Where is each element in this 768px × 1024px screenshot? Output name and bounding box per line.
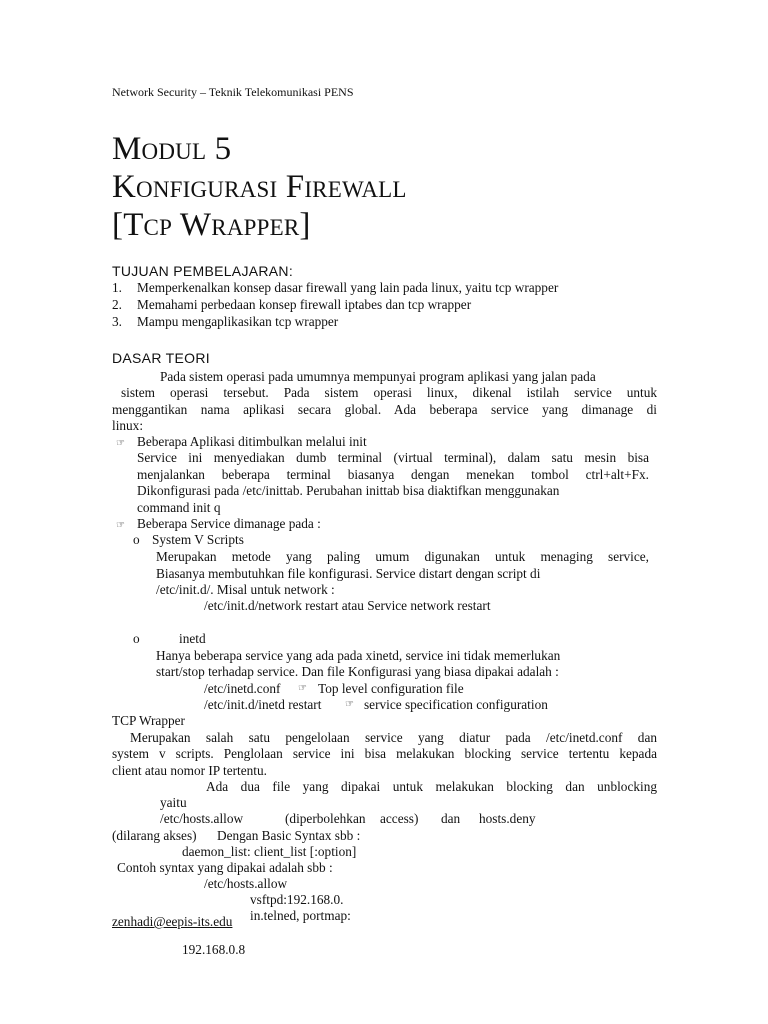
paragraph-line: sistem operasi tersebut. Pada sistem operasi linux, dikenal istilah service untuk: [121, 385, 657, 400]
paragraph-line: client atau nomor IP tertentu.: [112, 763, 267, 778]
subitem-title: inetd: [179, 631, 206, 646]
word: access): [380, 811, 419, 826]
bullet-title: Beberapa Aplikasi ditimbulkan melalui init: [137, 434, 367, 449]
paragraph-line: menjalankan beberapa terminal biasanya dengan menekan tombol ctrl+alt+Fx.: [137, 467, 649, 482]
paragraph-line: yaitu: [160, 795, 187, 810]
hand-pointer-icon: ☞: [345, 699, 354, 710]
word: (dilarang akses): [112, 828, 197, 843]
paragraph-line: Ada dua file yang dipakai untuk melakukan blocking dan unblocking: [206, 779, 657, 794]
list-text: Memahami perbedaan konsep firewall iptabes dan tcp wrapper: [137, 297, 472, 312]
file-description: service specification configuration: [364, 697, 548, 712]
paragraph-line: Service ini menyediakan dumb terminal (virtual terminal), dalam satu mesin bisa: [137, 450, 649, 465]
paragraph-line: command init q: [137, 500, 221, 515]
paragraph-line: Biasanya membutuhkan file konfigurasi. Service distart dengan script di: [156, 566, 541, 581]
paragraph-line: system v scripts. Penglolaan service ini bisa melakukan blocking service tertentu kepada: [112, 746, 657, 761]
paragraph-line: Hanya beberapa service yang ada pada xinetd, service ini tidak memerlukan: [156, 648, 561, 663]
file-path: /etc/init.d/inetd restart: [204, 697, 322, 712]
hand-pointer-icon: ☞: [298, 683, 307, 694]
list-number: 3.: [112, 314, 122, 329]
list-number: 1.: [112, 280, 122, 295]
paragraph-line: start/stop terhadap service. Dan file Konfigurasi yang biasa dipakai adalah :: [156, 664, 559, 679]
word: Dengan Basic Syntax sbb :: [217, 828, 361, 843]
syntax-line: daemon_list: client_list [:option]: [182, 844, 357, 859]
dasar-heading: DASAR TEORI: [112, 350, 210, 366]
paragraph-line: Merupakan metode yang paling umum digunakan untuk menaging service,: [156, 549, 649, 564]
hand-pointer-icon: ☞: [116, 520, 125, 531]
title-line-3: [Tcp Wrapper]: [112, 207, 311, 243]
example-rule: vsftpd:192.168.0.: [250, 892, 344, 907]
paragraph-line: /etc/init.d/. Misal untuk network :: [156, 582, 335, 597]
file-path: hosts.deny: [479, 811, 536, 826]
paragraph-line: Merupakan salah satu pengelolaan service yang diatur pada /etc/inetd.conf dan: [130, 730, 657, 745]
contoh-line: Contoh syntax yang dipakai adalah sbb :: [117, 860, 333, 875]
circle-bullet-icon: o: [133, 631, 140, 646]
running-header: Network Security – Teknik Telekomunikasi PENS: [112, 85, 354, 99]
command-line: /etc/init.d/network restart atau Service network restart: [204, 598, 491, 613]
word: (diperbolehkan: [285, 811, 366, 826]
file-description: Top level configuration file: [318, 681, 464, 696]
file-path: /etc/hosts.allow: [160, 811, 244, 826]
example-rule: in.telned, portmap:: [250, 908, 351, 923]
word: dan: [441, 811, 461, 826]
list-text: Mampu mengaplikasikan tcp wrapper: [137, 314, 339, 329]
file-path: /etc/inetd.conf: [204, 681, 281, 696]
title-line-1: Modul 5: [112, 131, 232, 167]
paragraph-line: Pada sistem operasi pada umumnya mempunyai program aplikasi yang jalan pada: [160, 369, 596, 384]
paragraph-line: menggantikan nama aplikasi secara global. Ada beberapa service yang dimanage di: [112, 402, 657, 417]
hand-pointer-icon: ☞: [116, 438, 125, 449]
file-path: /etc/hosts.allow: [204, 876, 288, 891]
list-number: 2.: [112, 297, 122, 312]
author-email-link[interactable]: zenhadi@eepis-its.edu: [112, 914, 233, 929]
bullet-title: Beberapa Service dimanage pada :: [137, 516, 321, 531]
tujuan-heading: TUJUAN PEMBELAJARAN:: [112, 263, 294, 279]
tcp-heading: TCP Wrapper: [112, 713, 185, 728]
list-text: Memperkenalkan konsep dasar firewall yang lain pada linux, yaitu tcp wrapper: [137, 280, 559, 295]
paragraph-line: Dikonfigurasi pada /etc/inittab. Perubahan inittab bisa diaktifkan menggunakan: [137, 483, 560, 498]
circle-bullet-icon: o: [133, 532, 140, 547]
paragraph-line: linux:: [112, 418, 144, 433]
example-rule: 192.168.0.8: [182, 942, 246, 957]
subitem-title: System V Scripts: [152, 532, 244, 547]
title-line-2: Konfigurasi Firewall: [112, 169, 407, 205]
